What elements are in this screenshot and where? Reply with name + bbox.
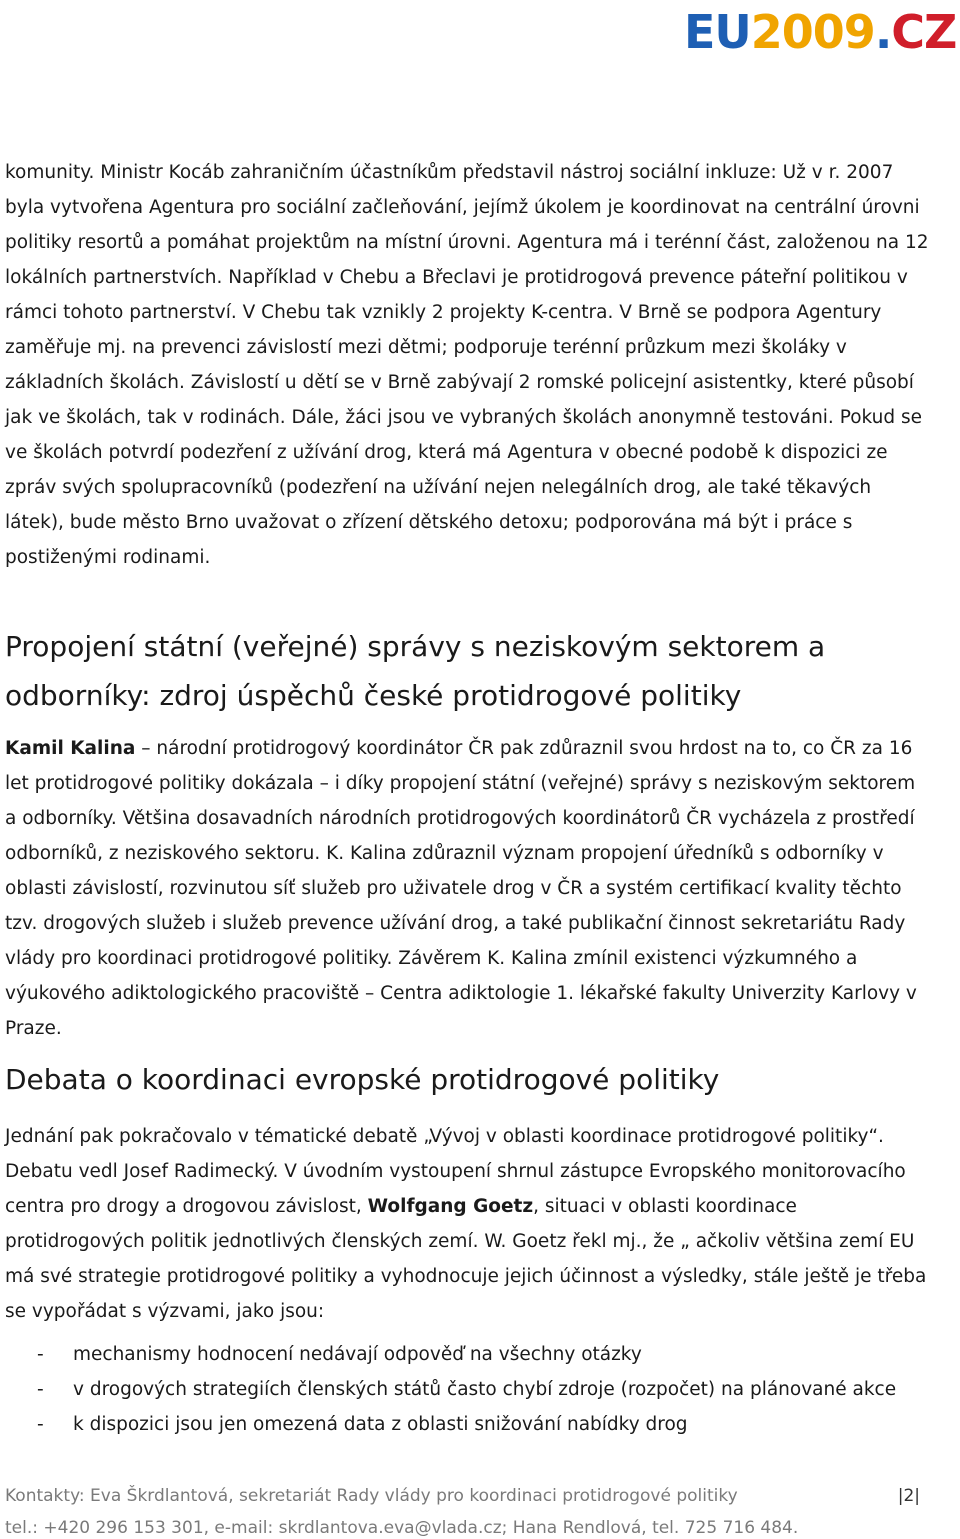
logo-cz: CZ xyxy=(891,5,957,59)
logo-eu: EU xyxy=(684,5,751,59)
list-item xyxy=(5,1413,930,1437)
list-item-text: v drogových strategiích členských států často chybí zdroje (rozpočet) na plánované akce xyxy=(73,1379,897,1400)
paragraph-debata-before: Jednání pak pokračovalo v tématické debatě „Vývoj v oblasti koordinace protidrogové politiky“. Debatu vedl Josef Radimecký. V úvodním vystoupení shrnul zástupce Evropského monitorovacího centra pro drogy a drogovou závislost, xyxy=(5,1126,906,1217)
paragraph-kalina-text: – národní protidrogový koordinátor ČR pak zdůraznil svou hrdost na to, co ČR za 16 let protidrogové politiky dokázala – i díky propojení státní (veřejné) správy s neziskovým sektorem a odborníky. Většina dosavadních národních protidrogových koordinátorů ČR vycházela z prostředí odborníků, z neziskového sektoru. K. Kalina zdůraznil význam propojení úředníků s odborníky v oblasti závislostí, rozvinutou síť služeb pro uživatele drog v ČR a systém certifikací kvality těchto tzv. drogových služeb i služeb prevence užívání drog, a také publikační činnost sekretariátu Rady vlády pro koordinaci protidrogové politiky. Závěrem K. Kalina zmínil existenci výzkumného a výukového adiktologického pracoviště – Centra adiktologie 1. lékařské fakulty Univerzity Karlovy v Praze. xyxy=(5,738,917,1039)
speaker-kalina: Kamil Kalina xyxy=(5,738,136,759)
paragraph-agentura: komunity. Ministr Kocáb zahraničním účastníkům představil nástroj sociální inkluze: Už v r. 2007 byla vytvořena Agentura pro sociální začleňování, jejímž úkolem je koordinovat na centrální úrovni politiky resortů a pomáhat projektům na místní úrovni. Agentura má i terénní část, založenou na 12 lokálních partnerstvích. Například v Chebu a Břeclavi je protidrogová prevence páteřní politikou v rámci tohoto partnerství. V Chebu tak vznikly 2 projekty K-centra. V Brně se podpora Agentury zaměřuje mj. na prevenci závislostí mezi dětmi; podporuje terénní průzkum mezi školáky v základních školách. Závislostí u dětí se v Brně zabývají 2 romské policejní asistentky, které působí jak ve školách, tak v rodinách. Dále, žáci jsou ve vybraných školách anonymně testováni. Pokud se ve školách potvrdí podezření z užívání drog, která má Agentura v obecné podobě k dispozici ze zpráv svých spolupracovníků (podezření na užívání nejen nelegálních drog, ale také těkavých látek), bude město Brno uvažovat o zřízení dětského detoxu; podporována má být i práce s postiženými rodinami. xyxy=(5,162,929,568)
footer-phone-email: tel.: +420 296 153 301, e-mail: skrdlantova.eva@vlada.cz; Hana Rendlová, tel. 725 716 484. xyxy=(5,1518,799,1538)
speaker-goetz: Wolfgang Goetz xyxy=(367,1196,534,1217)
logo-wordmark xyxy=(684,5,957,59)
heading-propojeni: Propojení státní (veřejné) správy s neziskovým sektorem a odborníky: zdroj úspěchů české protidrogové politiky xyxy=(5,630,826,712)
list-item-text: k dispozici jsou jen omezená data z oblasti snižování nabídky drog xyxy=(73,1414,688,1435)
list-item xyxy=(5,1343,930,1367)
heading-debata: Debata o koordinaci evropské protidrogové politiky xyxy=(5,1063,720,1096)
list-item xyxy=(5,1378,930,1402)
list-item-text: mechanismy hodnocení nedávají odpověď na všechny otázky xyxy=(73,1344,642,1365)
list-dash: - xyxy=(37,1414,44,1435)
list-dash: - xyxy=(37,1344,44,1365)
challenges-list xyxy=(5,1343,930,1448)
list-dash: - xyxy=(37,1379,44,1400)
paragraph-debata xyxy=(5,1119,930,1329)
page-number: |2| xyxy=(897,1486,920,1506)
paragraph-debata-after: , situaci v oblasti koordinace protidrogových politik jednotlivých členských zemí. W. Goetz řekl mj., že „ ačkoliv většina zemí EU má své strategie protidrogové politiky a vyhodnocuje jejich účinnost a výsledky, stále ještě je třeba se vypořádat s výzvami, jako jsou: xyxy=(5,1196,927,1322)
logo-year: 2009 xyxy=(750,5,875,59)
footer-contacts xyxy=(5,1486,950,1506)
paragraph-kalina xyxy=(5,731,930,1046)
eu2009-logo xyxy=(684,5,957,59)
logo-dot: . xyxy=(874,5,892,59)
footer-contacts-text: Kontakty: Eva Škrdlantová, sekretariát Rady vlády pro koordinaci protidrogové politiky xyxy=(5,1486,738,1506)
